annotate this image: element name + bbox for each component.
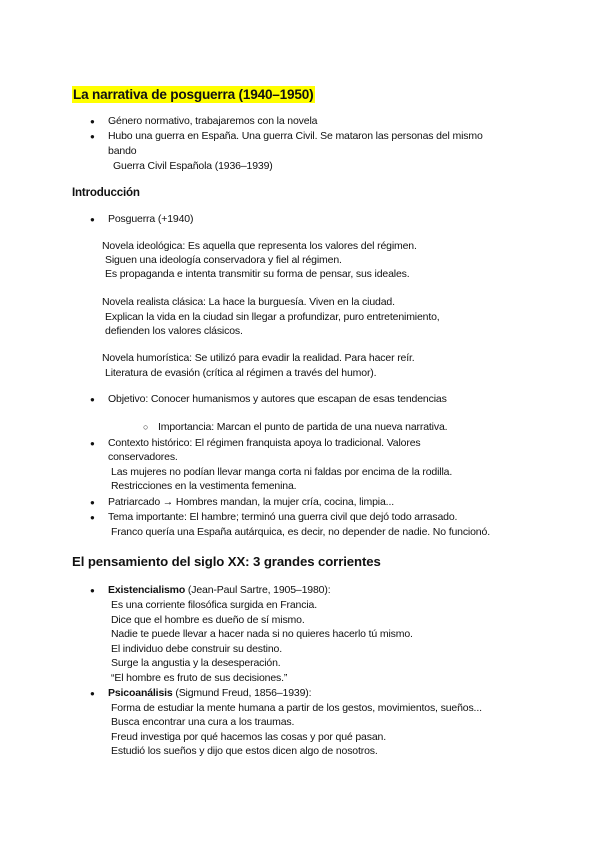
paragraph-line: defienden los valores clásicos. bbox=[105, 325, 243, 337]
section-heading-pensamiento: El pensamiento del siglo XX: 3 grandes corrientes bbox=[72, 554, 381, 569]
paragraph-line: Surge la angustia y la desesperación. bbox=[111, 657, 281, 669]
list-item-existencialismo bbox=[108, 584, 331, 597]
page-title: La narrativa de posguerra (1940–1950) bbox=[73, 87, 314, 102]
paragraph-line: “El hombre es fruto de sus decisiones.” bbox=[111, 672, 288, 684]
bullet-icon: ● bbox=[90, 215, 95, 224]
paragraph-line: Nadie te puede llevar a hacer nada si no quieres hacerlo tú mismo. bbox=[111, 628, 413, 640]
paragraph-line: Literatura de evasión (crítica al régimen a través del humor). bbox=[105, 367, 377, 379]
paragraph-line: Novela realista clásica: La hace la burguesía. Viven en la ciudad. bbox=[102, 296, 395, 308]
list-item-continuation: conservadores. bbox=[108, 451, 178, 463]
paragraph-line: Novela humorística: Se utilizó para evadir la realidad. Para hacer reír. bbox=[102, 352, 415, 364]
list-item-note: Guerra Civil Española (1936–1939) bbox=[113, 160, 273, 172]
list-item: Tema importante: El hambre; terminó una guerra civil que dejó todo arrasado. bbox=[108, 511, 458, 523]
paragraph-line: Dice que el hombre es dueño de sí mismo. bbox=[111, 614, 305, 626]
section-heading-introduccion: Introducción bbox=[72, 186, 140, 199]
list-item: Contexto histórico: El régimen franquista apoya lo tradicional. Valores bbox=[108, 437, 421, 449]
paragraph-line: Forma de estudiar la mente humana a partir de los gestos, movimientos, sueños... bbox=[111, 702, 482, 714]
list-item: Objetivo: Conocer humanismos y autores que escapan de esas tendencias bbox=[108, 393, 447, 405]
sub-list-item: Importancia: Marcan el punto de partida de una nueva narrativa. bbox=[158, 421, 448, 433]
list-item-note: Franco quería una España autárquica, es decir, no depender de nadie. No funcionó. bbox=[111, 526, 490, 538]
paragraph-line: Es propaganda e intenta transmitir su forma de pensar, sus ideales. bbox=[105, 268, 410, 280]
list-item: Hubo una guerra en España. Una guerra Civil. Se mataron las personas del mismo bbox=[108, 130, 483, 142]
paragraph-line: Explican la vida en la ciudad sin llegar a profundizar, puro entretenimiento, bbox=[105, 311, 440, 323]
list-item: Posguerra (+1940) bbox=[108, 213, 194, 225]
list-item-note: Restricciones en la vestimenta femenina. bbox=[111, 480, 297, 492]
list-item-psicoanalisis bbox=[108, 687, 311, 700]
term-meta: (Jean-Paul Sartre, 1905–1980): bbox=[185, 584, 331, 596]
term-meta: (Sigmund Freud, 1856–1939): bbox=[172, 687, 312, 699]
paragraph-line: Estudió los sueños y dijo que estos dicen algo de nosotros. bbox=[111, 745, 378, 757]
sub-bullet-icon: ○ bbox=[143, 422, 149, 432]
list-item: Género normativo, trabajaremos con la novela bbox=[108, 115, 318, 127]
paragraph-line: Novela ideológica: Es aquella que representa los valores del régimen. bbox=[102, 240, 417, 252]
paragraph-line: El individuo debe construir su destino. bbox=[111, 643, 283, 655]
bullet-icon: ● bbox=[90, 439, 95, 448]
bullet-icon: ● bbox=[90, 117, 95, 126]
bullet-icon: ● bbox=[90, 513, 95, 522]
list-item-continuation: bando bbox=[108, 145, 137, 157]
bullet-icon: ● bbox=[90, 586, 95, 595]
paragraph-line: Busca encontrar una cura a los traumas. bbox=[111, 716, 295, 728]
paragraph-line: Es una corriente filosófica surgida en Francia. bbox=[111, 599, 317, 611]
bullet-icon: ● bbox=[90, 132, 95, 141]
paragraph-line: Siguen una ideología conservadora y fiel al régimen. bbox=[105, 254, 342, 266]
list-item-note: Las mujeres no podían llevar manga corta ni faldas por encima de la rodilla. bbox=[111, 466, 453, 478]
paragraph-line: Freud investiga por qué hacemos las cosas y por qué pasan. bbox=[111, 731, 386, 743]
bullet-icon: ● bbox=[90, 498, 95, 507]
bullet-icon: ● bbox=[90, 689, 95, 698]
term-psicoanalisis: Psicoanálisis bbox=[108, 687, 173, 699]
term-existencialismo: Existencialismo bbox=[108, 584, 186, 596]
bullet-icon: ● bbox=[90, 395, 95, 404]
list-item: Patriarcado → Hombres mandan, la mujer cría, cocina, limpia... bbox=[108, 496, 394, 508]
